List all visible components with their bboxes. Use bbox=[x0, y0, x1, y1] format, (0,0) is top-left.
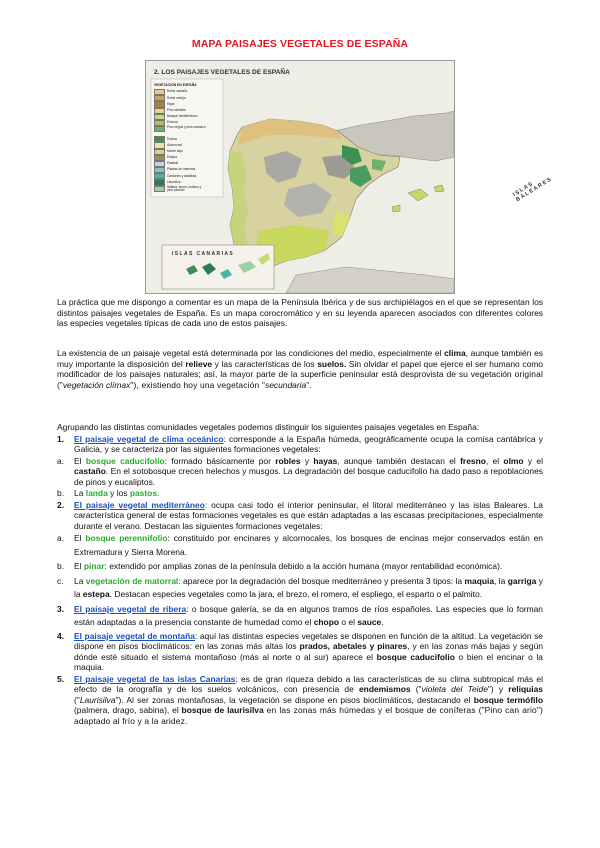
list-item-oceanic-a: a. El bosque caducifolio: formado básicamente por robles y hayas, aunque también destacan el fresno, el olmo y el castaño. En el sotobosque crecen helechos y musgos. La degradación del bosque caducifolio ha dado paso a repoblaciones de pinos y eucaliptos. bbox=[57, 455, 543, 487]
legend-label: Sabina, brezo, codeso y pino canario bbox=[167, 184, 202, 193]
link-paisaje-ribera[interactable]: El paisaje vegetal de ribera bbox=[74, 603, 187, 614]
list-item-mediterranean-a: a. El bosque perennifolio: constituido por encinares y alcornocales, los bosques de encinas mejor conservados están en Extremadura y Sierra Morena. bbox=[57, 533, 543, 557]
term-clima: clima bbox=[444, 348, 466, 358]
list-item-montana: 4. El paisaje vegetal de montaña: aquí las distintas especies vegetales se disponen en función de la altitud. La vegetación se dispone en pisos bioclimáticos: en las zonas más altas los prados, abetales y pinares, y en las zonas más bajas y según dónde esté situado el sistema montañoso (más al norte o al sur) aparece el bosque caducifolio o bien el encinar o la maquia. bbox=[57, 630, 544, 672]
legend-label: Roble carballo bbox=[167, 89, 188, 94]
list-item-mediterranean: 2. El paisaje vegetal mediterráneo: ocupa casi todo el interior peninsular, el litoral mediterráneo y las islas Baleares. La característica general de estas formaciones vegetales es que están adaptadas a las escasas precipitaciones, especialmente durante el verano. Destacan las siguientes formaciones vegetales: bbox=[57, 499, 543, 531]
list-item-canarias: 5. El paisaje vegetal de las islas Canarias: es de gran riqueza debido a las características de su clima subtropical más el efecto de la orografía y de los suelos volcánicos, con presencia de endemismos ("violeta del Teide") y reliquias ("Laurisilva"). Al ser zonas montañosas, la vegetación se dispone en pisos bioclimáticos, destacando el bosque termófilo (palmera, drago, sabina), el bosque de laurisilva en las zonas más húmedas y el bosque de coníferas ("Pino can ario") adaptado al frío y a la aridez. bbox=[57, 673, 543, 726]
factors-paragraph: La existencia de un paisaje vegetal está determinada por las condiciones del medio, especialmente el clima, aunque también es muy importante la disposición del relieve y las características de los suelos. Sin olvidar el papel que ejerce el ser humano como modificador de los paisajes naturales; así, la mayor parte de la superficie peninsular está desprovista de su vegetación original ("vegetación clímax"), existiendo hoy una vegetación "secundaria". bbox=[57, 348, 543, 390]
legend-label: Cardones y tabaibas bbox=[167, 173, 197, 178]
legend-swatch bbox=[154, 126, 165, 132]
legend-label: Estepa bbox=[167, 155, 177, 160]
term-suelos: suelos. bbox=[317, 358, 347, 369]
intro-paragraph: La práctica que me dispongo a comentar es un mapa de la Península Ibérica y de sus archipiélagos en el que se representan los distintos paisajes vegetales de España. Es un mapa corocromático y en su leyenda aparecen asociados con diferentes colores las especies vegetales típicas de cada uno de estos paisajes. bbox=[57, 297, 543, 328]
legend-label: Pino silvestre bbox=[167, 107, 186, 112]
legend-title: VEGETACIÓN EN ESPAÑA bbox=[154, 83, 197, 87]
vegetation-map bbox=[145, 60, 554, 294]
term-relieve: relieve bbox=[185, 358, 213, 369]
canarias-label: ISLAS CANARIAS bbox=[172, 251, 235, 257]
list-item-oceanic-b: b. La landa y los pastos. bbox=[57, 488, 160, 498]
list-item-ribera: 3. El paisaje vegetal de ribera: o bosque galería, se da en algunos tramos de ríos españoles. Las especies que lo forman están adaptadas a la presencia constante de humedad como el chopo o el sauce. bbox=[57, 603, 544, 627]
legend-label: Laurisilva bbox=[167, 179, 181, 184]
link-paisaje-mediterraneo[interactable]: El paisaje vegetal mediterráneo bbox=[74, 499, 205, 510]
link-paisaje-oceanico[interactable]: El paisaje vegetal de clima oceánico bbox=[74, 433, 224, 444]
legend-item bbox=[154, 126, 218, 136]
legend-label: Encinar bbox=[167, 120, 178, 125]
legend-label: Monte bajo bbox=[167, 148, 183, 153]
legend-label: Plantas de marisma bbox=[167, 167, 196, 172]
map-title: 2. LOS PAISAJES VEGETALES DE ESPAÑA bbox=[154, 69, 290, 76]
baleares-label: ISLAS BALEARES bbox=[512, 176, 554, 204]
link-paisaje-canarias[interactable]: El paisaje vegetal de las islas Canarias bbox=[74, 673, 236, 684]
list-item-mediterranean-b: b. El pinar: extendido por amplias zonas de la península debido a la acción humana (mayor rentabilidad económica). bbox=[57, 561, 503, 571]
list-item-oceanic: 1. El paisaje vegetal de clima oceánico: corresponde a la España húmeda, geográficamente ocupa la cornisa cantábrica y Galicia, y se caracteriza por las siguientes formaciones vegetales: bbox=[57, 433, 543, 454]
legend-label: Roble melojo bbox=[167, 95, 186, 100]
legend-label: Bosque mediterráneo bbox=[167, 114, 198, 119]
link-paisaje-montana[interactable]: El paisaje vegetal de montaña bbox=[74, 630, 195, 641]
list-item-mediterranean-c: c. La vegetación de matorral: aparece por la degradación del bosque mediterráneo y presenta 3 tipos: la maquia, la garriga y la estepa. Destacan especies vegetales como la jara, el brezo, el romero, el espliego, el esparto o el palmito. bbox=[57, 575, 543, 599]
legend-label: Haya bbox=[167, 101, 175, 106]
legend-item bbox=[154, 186, 218, 196]
legend-label: Encina bbox=[167, 136, 177, 141]
legend-label: Pastizal bbox=[167, 161, 179, 166]
legend-label: Pino negral y pino carrasco bbox=[167, 125, 206, 130]
legend-swatch bbox=[154, 186, 165, 192]
page-title: MAPA PAISAJES VEGETALES DE ESPAÑA bbox=[191, 38, 409, 50]
legend-items bbox=[154, 89, 218, 196]
landscapes-list: Agrupando las distintas comunidades vegetales podemos distinguir los siguientes paisajes vegetales en España: 1. El paisaje vegetal de clima oceánico: corresponde a la España húmeda, geográficamente ocupa la cornisa cantábrica y Galicia, y se caracteriza por las siguientes formaciones vegetales: a. El bosque caducifolio: formado básicamente por robles y hayas, aunque también destacan el fresno, el olmo y el castaño. En el sotobosque crecen helechos y musgos. La degradación del bosque caducifolio ha dado paso a repoblaciones de pinos y eucaliptos. b. La landa y los pastos. 2. El paisaje vegetal mediterráneo: ocupa casi todo el interior peninsular, el litoral mediterráneo y las islas Baleares. La característica general de estas formaciones vegetales es que están adaptadas a las escasas precipitaciones, especialmente durante el verano. Destacan las siguientes formaciones vegetales: a. El bosque perennifolio: constituido por encinares y alcornocales, los bosques de encinas mejor conservados están en Extremadura y Sierra Morena. b. El pinar: extendido por amplias zonas de la península debido a la acción humana (mayor rentabilidad económica). c. La vegetación de matorral: aparece por la degradación del bosque mediterráneo y presenta 3 tipos: la maquia, la garriga y la estepa. Destacan especies vegetales como la jara, el brezo, el romero, el espliego, el esparto o el palmito. 3. El paisaje vegetal de ribera: o bosque galería, se da en algunos tramos de ríos españoles. Las especies que lo forman están adaptadas a la presencia constante de humedad como el chopo o el sauce. 4. El paisaje vegetal de montaña: aquí las distintas especies vegetales se disponen en función de la altitud. La vegetación se dispone en pisos bioclimáticos: en las zonas más altas los prados, abetales y pinares, y en las zonas más bajas y según dónde esté situado el sistema montañoso (más al norte o al sur) aparece el bosque caducifolio o bien el encinar o la maquia. 5. El paisaje vegetal de las islas Canarias: es de gran riqueza debido a las características de su clima subtropical más el efecto de la orografía y de los suelos volcánicos, con presencia de endemismos ("violeta del Teide") y reliquias ("Laurisilva"). Al ser zonas montañosas, la vegetación se dispone en pisos bioclimáticos, destacando el bosque termófilo (palmera, drago, sabina), el bosque de laurisilva en las zonas más húmedas y el bosque de coníferas ("Pino can ario") adaptado al frío y a la aridez. bbox=[57, 422, 544, 726]
map-legend bbox=[154, 83, 218, 196]
legend-label: Alcornocal bbox=[167, 142, 182, 147]
